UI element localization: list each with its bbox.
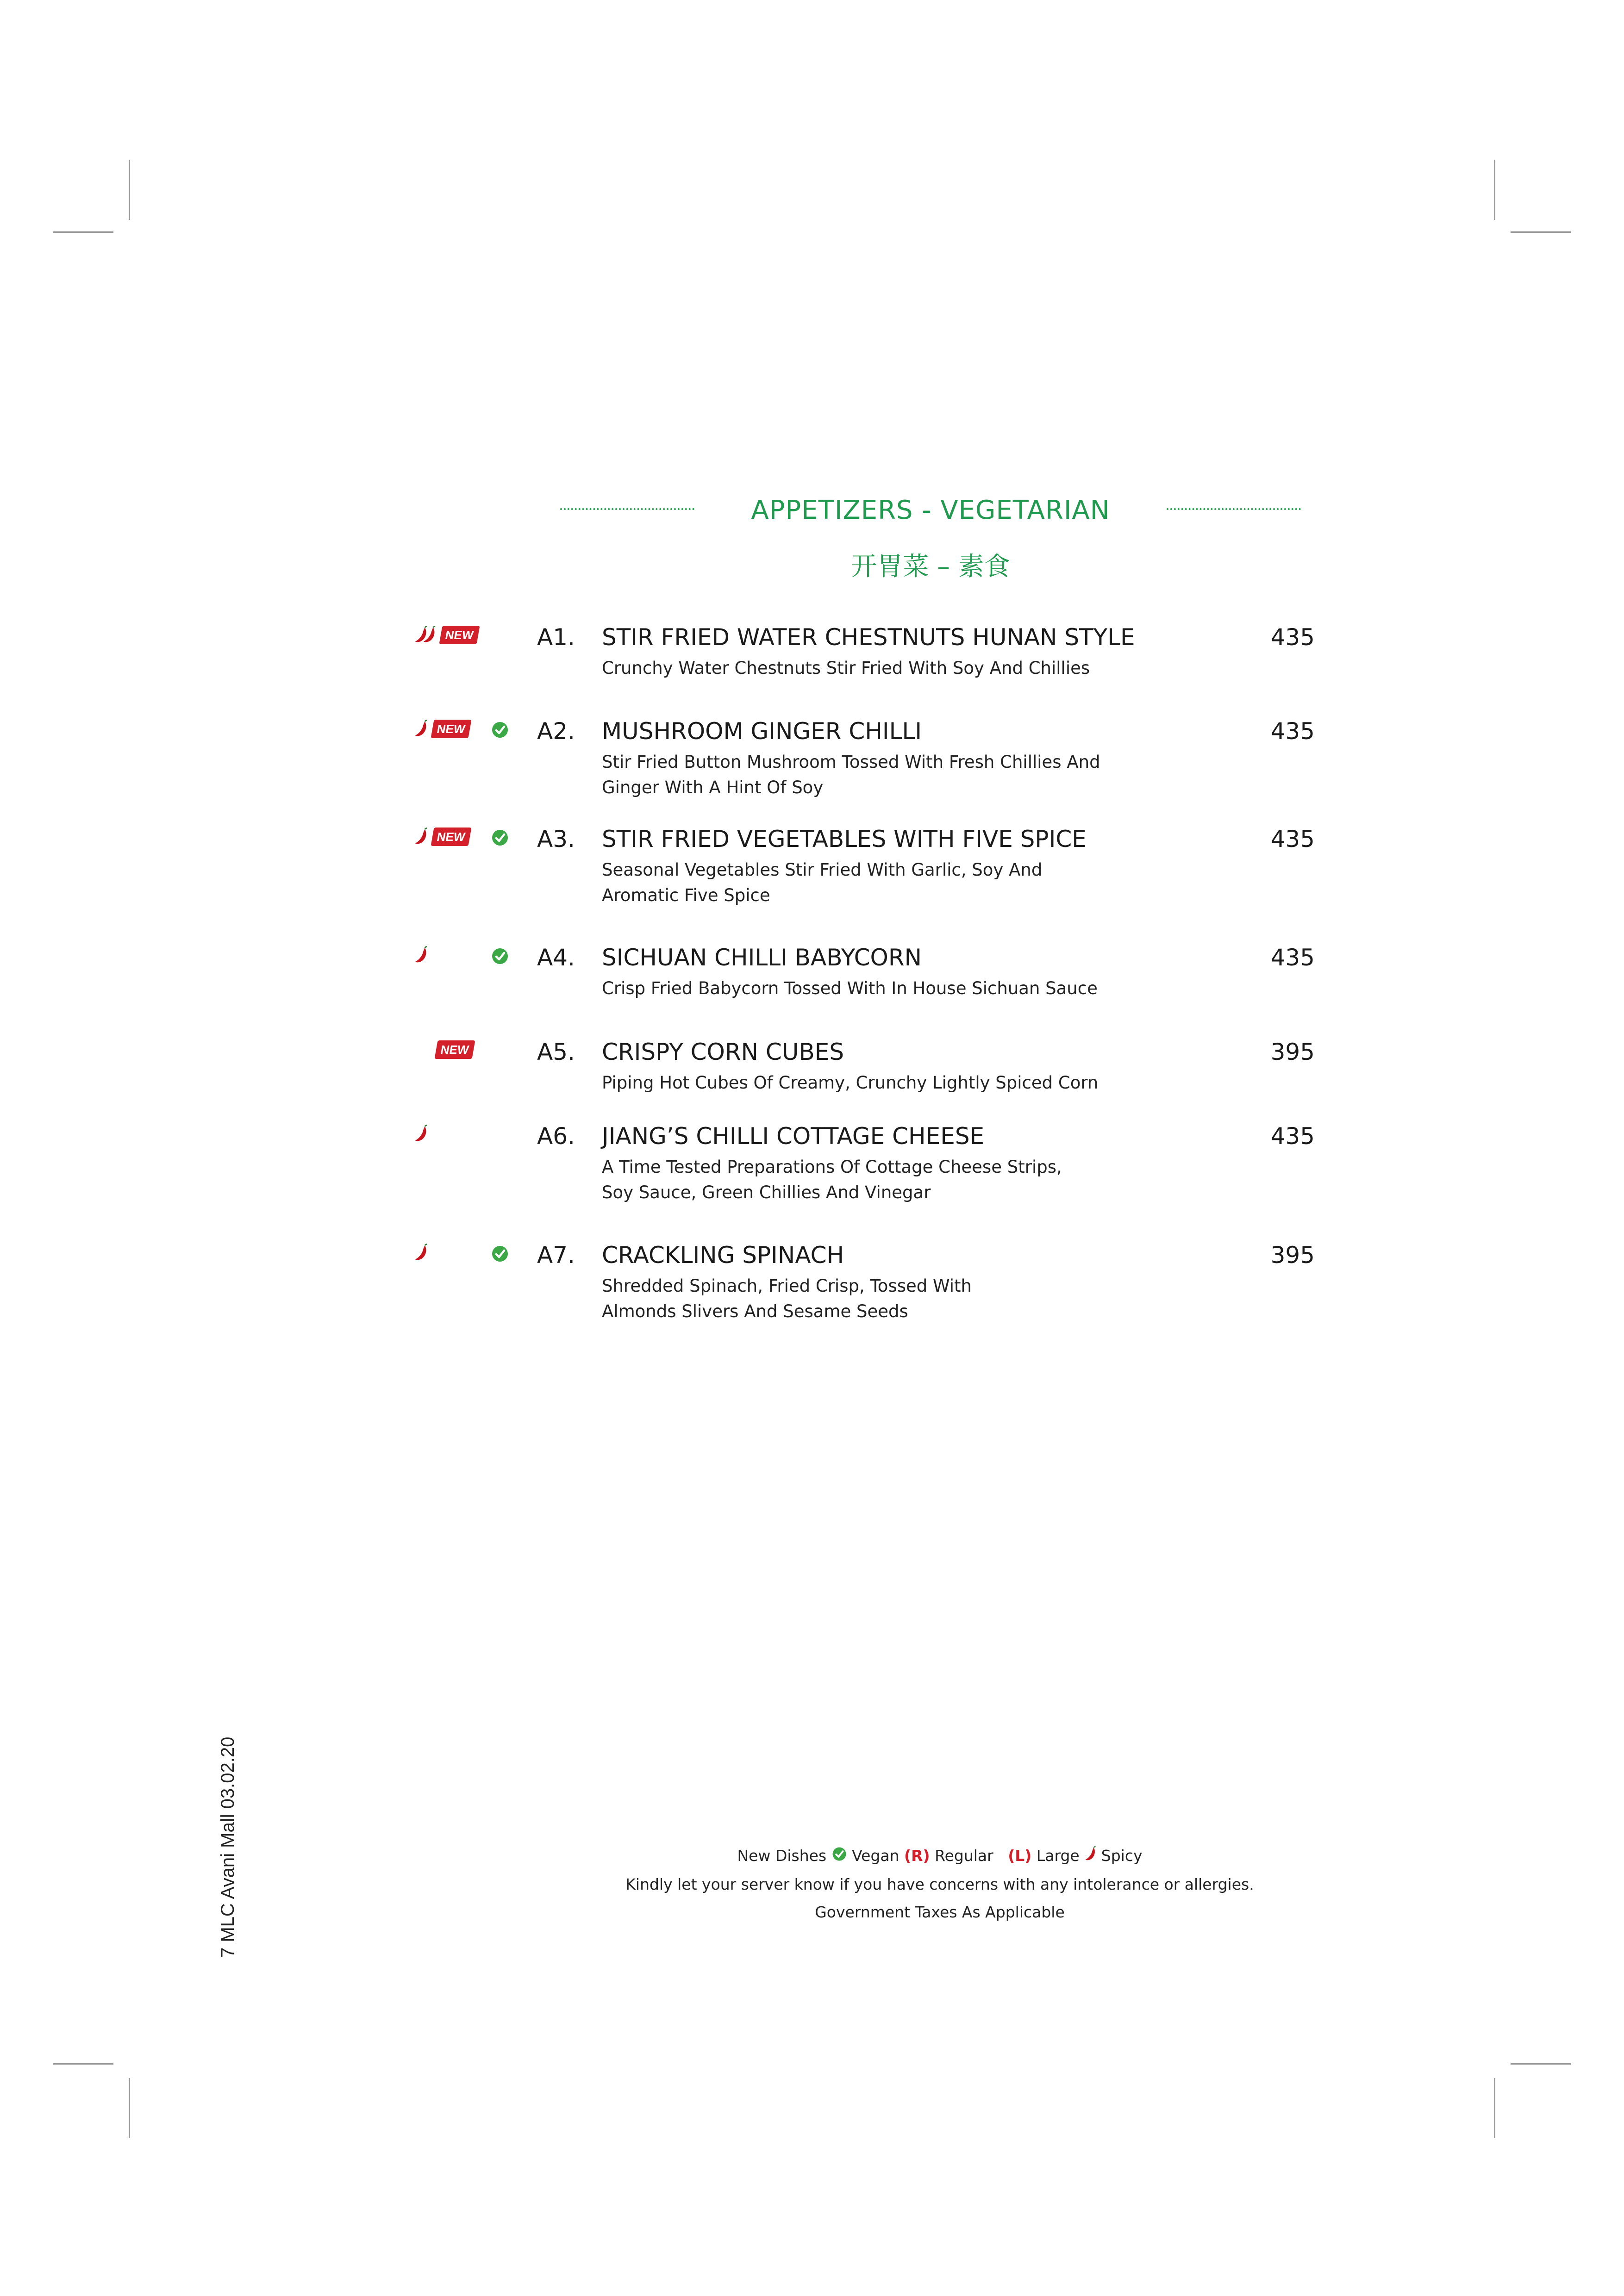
- item-price: 435: [1270, 1123, 1315, 1150]
- item-name: CRACKLING SPINACH: [602, 1242, 844, 1269]
- chili-icon: [422, 626, 438, 646]
- item-description: Stir Fried Button Mushroom Tossed With Fresh Chillies And Ginger With A Hint Of Soy: [602, 752, 1100, 797]
- item-description: Crunchy Water Chestnuts Stir Fried With Soy And Chillies: [602, 658, 1090, 678]
- crop-mark: [1511, 231, 1571, 233]
- item-name: SICHUAN CHILLI BABYCORN: [602, 944, 922, 971]
- new-badge: NEW: [439, 626, 480, 644]
- print-reference-note: 7 MLC Avani Mall 03.02.20: [218, 1736, 238, 1958]
- legend-row: [556, 1842, 1324, 1871]
- item-name: CRISPY CORN CUBES: [602, 1039, 844, 1065]
- chili-icon: [414, 720, 430, 740]
- chili-icon: [414, 946, 430, 966]
- item-icons: [407, 823, 528, 855]
- new-badge: NEW: [431, 720, 471, 738]
- item-description: Seasonal Vegetables Stir Fried With Garlic, Soy And Aromatic Five Spice: [602, 860, 1043, 905]
- item-name: STIR FRIED VEGETABLES WITH FIVE SPICE: [602, 826, 1087, 852]
- item-description: Piping Hot Cubes Of Creamy, Crunchy Lightly Spiced Corn: [602, 1073, 1099, 1093]
- legend-regular: Regular: [935, 1847, 993, 1865]
- item-price: 435: [1270, 826, 1315, 852]
- vegan-leaf-icon: [491, 721, 509, 739]
- tax-note: Government Taxes As Applicable: [815, 1903, 1065, 1921]
- section-header: [560, 490, 1301, 531]
- chili-icon: [1084, 1843, 1096, 1871]
- legend-large-mark: (L): [1008, 1847, 1032, 1865]
- item-name: JIANG’S CHILLI COTTAGE CHEESE: [602, 1123, 985, 1150]
- crop-mark: [53, 2063, 113, 2065]
- legend-spicy: Spicy: [1101, 1847, 1143, 1865]
- chili-icon: [414, 828, 430, 848]
- item-icons: [407, 621, 528, 653]
- vegan-leaf-icon: [491, 947, 509, 965]
- legend-vegan: Vegan: [852, 1847, 899, 1865]
- crop-mark: [1494, 2078, 1495, 2138]
- section-title: APPETIZERS - VEGETARIAN: [751, 495, 1110, 525]
- item-price: 435: [1270, 718, 1315, 745]
- item-icons: [407, 1239, 528, 1271]
- item-code: A5.: [537, 1039, 575, 1065]
- crop-mark: [1494, 160, 1495, 220]
- dotted-rule-left: [560, 508, 694, 510]
- vegan-leaf-icon: [491, 1244, 509, 1263]
- item-icons: [407, 1120, 528, 1152]
- legend-regular-mark: (R): [904, 1847, 930, 1865]
- crop-mark: [1511, 2063, 1571, 2065]
- item-code: A1.: [537, 624, 575, 651]
- crop-mark: [53, 231, 113, 233]
- item-icons: [407, 715, 528, 747]
- vegan-leaf-icon: [831, 1843, 847, 1871]
- section-subtitle-chinese: 开胃菜 – 素食: [851, 552, 1010, 582]
- dotted-rule-right: [1167, 508, 1301, 510]
- chili-icon: [414, 1244, 430, 1264]
- item-code: A2.: [537, 718, 575, 745]
- item-code: A4.: [537, 944, 575, 971]
- crop-mark: [129, 160, 130, 220]
- item-price: 435: [1270, 624, 1315, 651]
- legend: [556, 1842, 1324, 1926]
- item-price: 435: [1270, 944, 1315, 971]
- item-icons: [407, 1036, 528, 1068]
- new-badge: NEW: [434, 1040, 475, 1059]
- item-code: A7.: [537, 1242, 575, 1269]
- item-description: A Time Tested Preparations Of Cottage Cheese Strips, Soy Sauce, Green Chillies And Vinegar: [602, 1157, 1062, 1202]
- new-badge: NEW: [431, 828, 471, 846]
- legend-new-dishes: New Dishes: [737, 1847, 827, 1865]
- legend-large: Large: [1036, 1847, 1080, 1865]
- vegan-leaf-icon: [491, 828, 509, 847]
- item-code: A3.: [537, 826, 575, 852]
- item-name: STIR FRIED WATER CHESTNUTS HUNAN STYLE: [602, 624, 1135, 651]
- item-description: Crisp Fried Babycorn Tossed With In House Sichuan Sauce: [602, 978, 1098, 998]
- item-code: A6.: [537, 1123, 575, 1150]
- item-name: MUSHROOM GINGER CHILLI: [602, 718, 922, 745]
- chili-icon: [414, 1125, 430, 1145]
- item-icons: [407, 941, 528, 974]
- crop-mark: [129, 2078, 130, 2138]
- allergy-note: Kindly let your server know if you have concerns with any intolerance or allergies.: [625, 1875, 1254, 1893]
- item-description: Shredded Spinach, Fried Crisp, Tossed With Almonds Slivers And Sesame Seeds: [602, 1276, 972, 1321]
- item-price: 395: [1270, 1242, 1315, 1269]
- item-price: 395: [1270, 1039, 1315, 1065]
